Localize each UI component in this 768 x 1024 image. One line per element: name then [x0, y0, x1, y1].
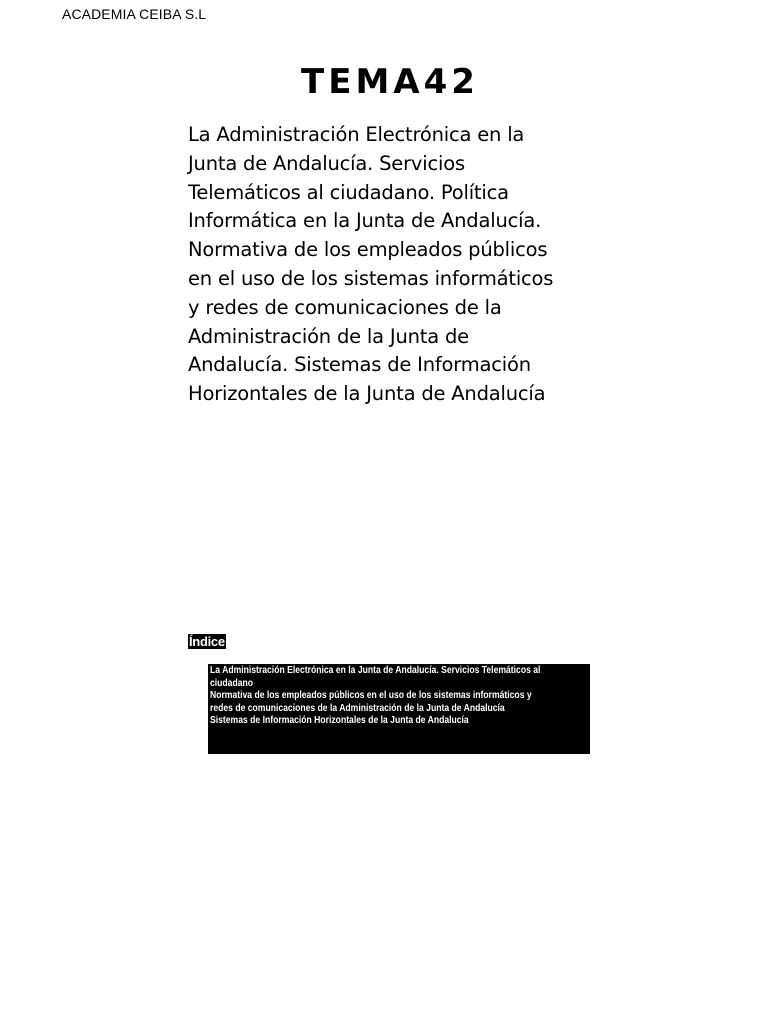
- subtitle-line: La Administración Electrónica en la: [188, 123, 525, 146]
- subtitle-line: Junta de Andalucía. Servicios: [188, 151, 465, 175]
- subtitle-line: Telemáticos al ciudadano. Política: [188, 180, 509, 204]
- index-entry[interactable]: Sistemas de Información Horizontales de la Junta de Andalucía: [210, 715, 469, 727]
- subtitle-line: Horizontales de la Junta de Andalucía: [188, 382, 546, 406]
- document-subtitle: [188, 121, 598, 409]
- index-entry[interactable]: La Administración Electrónica en la Junta de Andalucía. Servicios Telemáticos al: [210, 665, 541, 676]
- index-list: [208, 664, 590, 754]
- subtitle-line: en el uso de los sistemas informáticos: [188, 266, 554, 290]
- index-heading: Índice: [189, 634, 225, 649]
- document-title: TEMA42: [301, 62, 479, 102]
- subtitle-line: Andalucía. Sistemas de Información: [188, 353, 531, 377]
- subtitle-line: y redes de comunicaciones de la: [188, 295, 502, 319]
- organization-name: ACADEMIA CEIBA S.L: [62, 6, 207, 22]
- index-entry[interactable]: Normativa de los empleados públicos en el uso de los sistemas informáticos y: [210, 690, 532, 702]
- index-entry[interactable]: ciudadano: [210, 677, 254, 689]
- subtitle-line: Informática en la Junta de Andalucía.: [188, 209, 542, 233]
- subtitle-line: Normativa de los empleados públicos: [188, 238, 548, 262]
- index-entry[interactable]: redes de comunicaciones de la Administración de la Junta de Andalucía: [210, 702, 505, 714]
- subtitle-line: Administración de la Junta de: [188, 324, 469, 348]
